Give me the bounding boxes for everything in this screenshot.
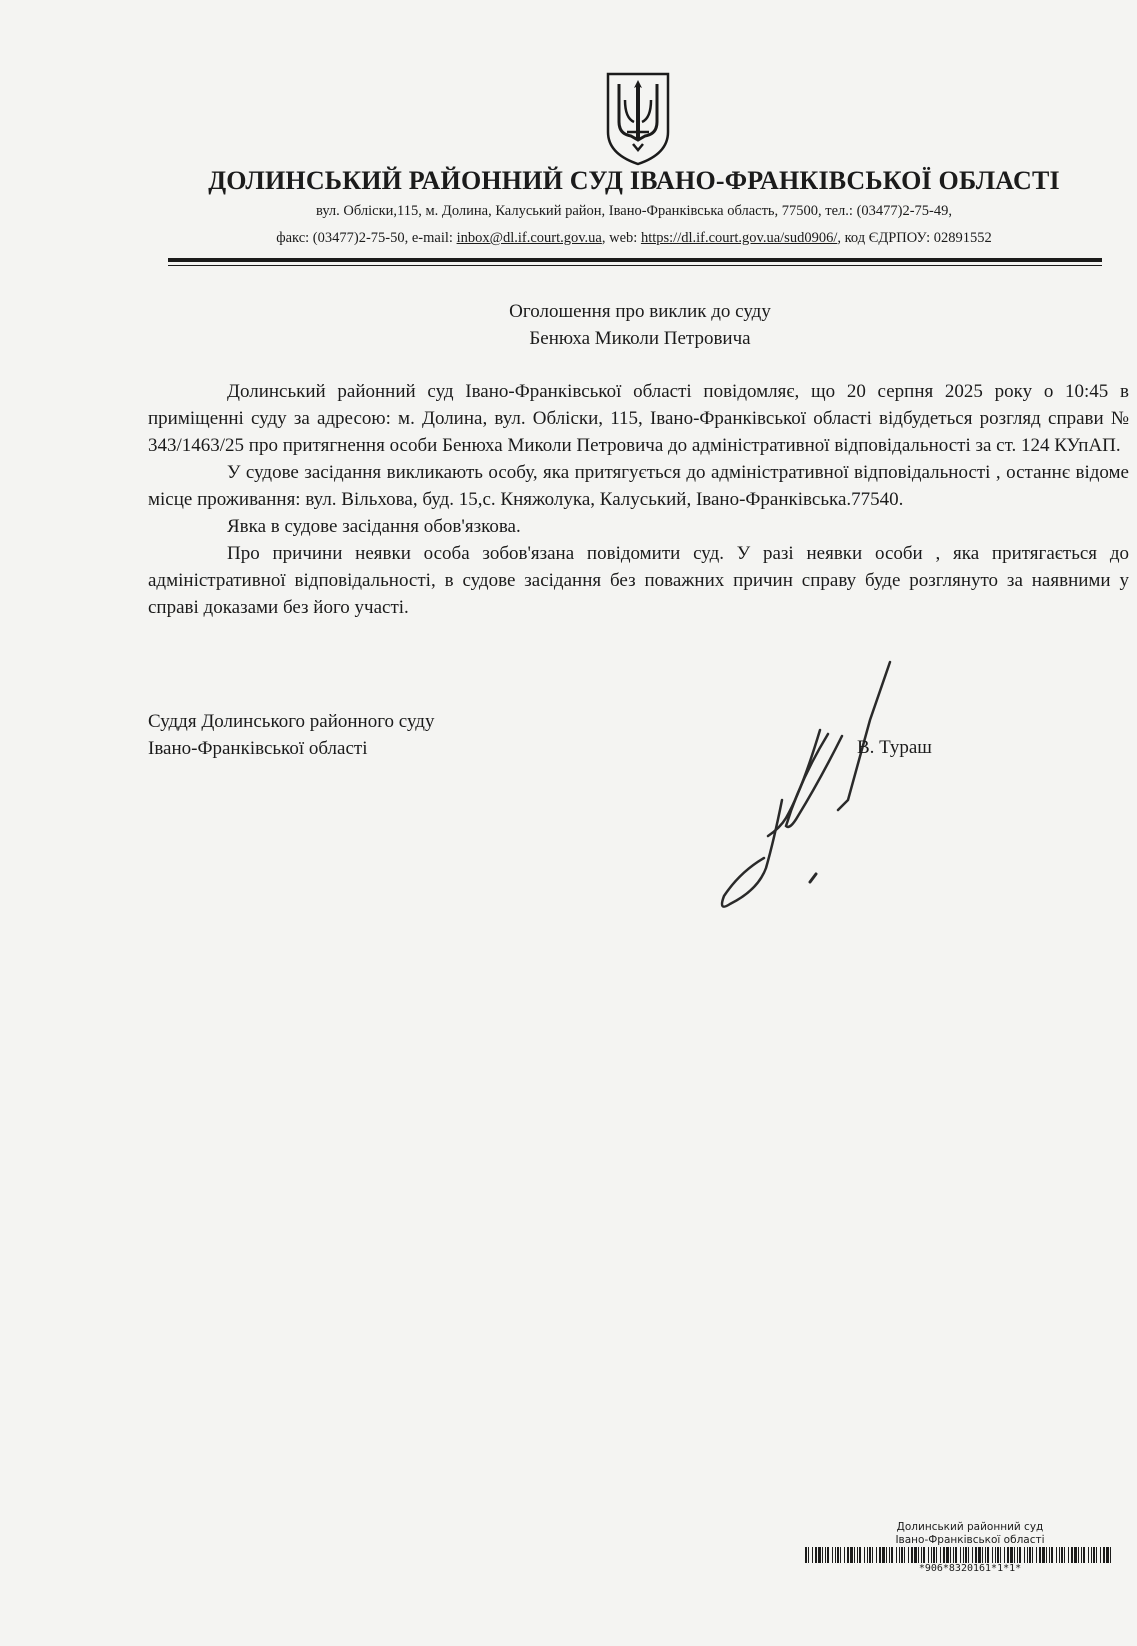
email-link[interactable]: inbox@dl.if.court.gov.ua	[456, 230, 602, 246]
notice-title-line2: Бенюха Миколи Петровича	[529, 328, 751, 349]
notice-body	[148, 378, 1129, 621]
paragraph-summons: У судове засідання викликають особу, яка притягується до адміністративної відповідальності , останнє відоме місце проживання: вул. Вільхова, буд. 15,с. Княжолука, Калуський, Івано-Франківська.77540.	[148, 462, 1129, 510]
stamp-region: Івано-Франківської області	[895, 1534, 1045, 1546]
barcode-number: *906*8320161*1*1*	[918, 1563, 1022, 1574]
judge-position	[148, 708, 434, 762]
fax-text: факс: (03477)2-75-50, e-mail:	[276, 230, 457, 246]
notice-title-line1: Оголошення про виклик до суду	[509, 301, 771, 322]
coat-of-arms-icon	[603, 70, 673, 168]
handwritten-signature	[720, 660, 900, 960]
court-contacts	[160, 230, 1108, 247]
notice-title	[300, 298, 980, 352]
web-label: , web:	[601, 230, 641, 246]
court-title: ДОЛИНСЬКИЙ РАЙОННИЙ СУД ІВАНО-ФРАНКІВСЬКОЇ ОБЛАСТІ	[208, 166, 1060, 195]
barcode-icon	[805, 1547, 1115, 1563]
website-link[interactable]: https://dl.if.court.gov.ua/sud0906/	[640, 230, 838, 246]
stamp-court-name: Долинський районний суд	[896, 1521, 1044, 1533]
paragraph-attendance: Явка в судове засідання обов'язкова.	[227, 516, 521, 537]
judge-position-line2: Івано-Франківської області	[148, 738, 368, 759]
paragraph-absence: Про причини неявки особа зобов'язана повідомити суд. У разі неявки особи , яка притягається до адміністративної відповідальності, в судове засідання без поважних причин справу буде розглянуто за наявними у справі доказами без його участі.	[148, 543, 1129, 618]
header-divider-thin	[168, 265, 1102, 266]
judge-name: В. Тураш	[857, 737, 932, 758]
header-divider-thick	[168, 258, 1102, 262]
judge-position-line1: Суддя Долинського районного суду	[148, 711, 435, 732]
court-address: вул. Обліски,115, м. Долина, Калуський район, Івано-Франківська область, 77500, тел.: (03477)2-75-49,	[315, 203, 953, 219]
edrpou-code: , код ЄДРПОУ: 02891552	[837, 230, 992, 246]
paragraph-hearing-info: Долинський районний суд Івано-Франківської області повідомляє, що 20 серпня 2025 року о 10:45 в приміщенні суду за адресою: м. Долина, вул. Обліски, 115, Івано-Франківської області відбудеться розгляд справи № 343/1463/25 про притягнення особи Бенюха Миколи Петровича до адміністративної відповідальності за ст. 124 КУпАП.	[148, 381, 1129, 456]
